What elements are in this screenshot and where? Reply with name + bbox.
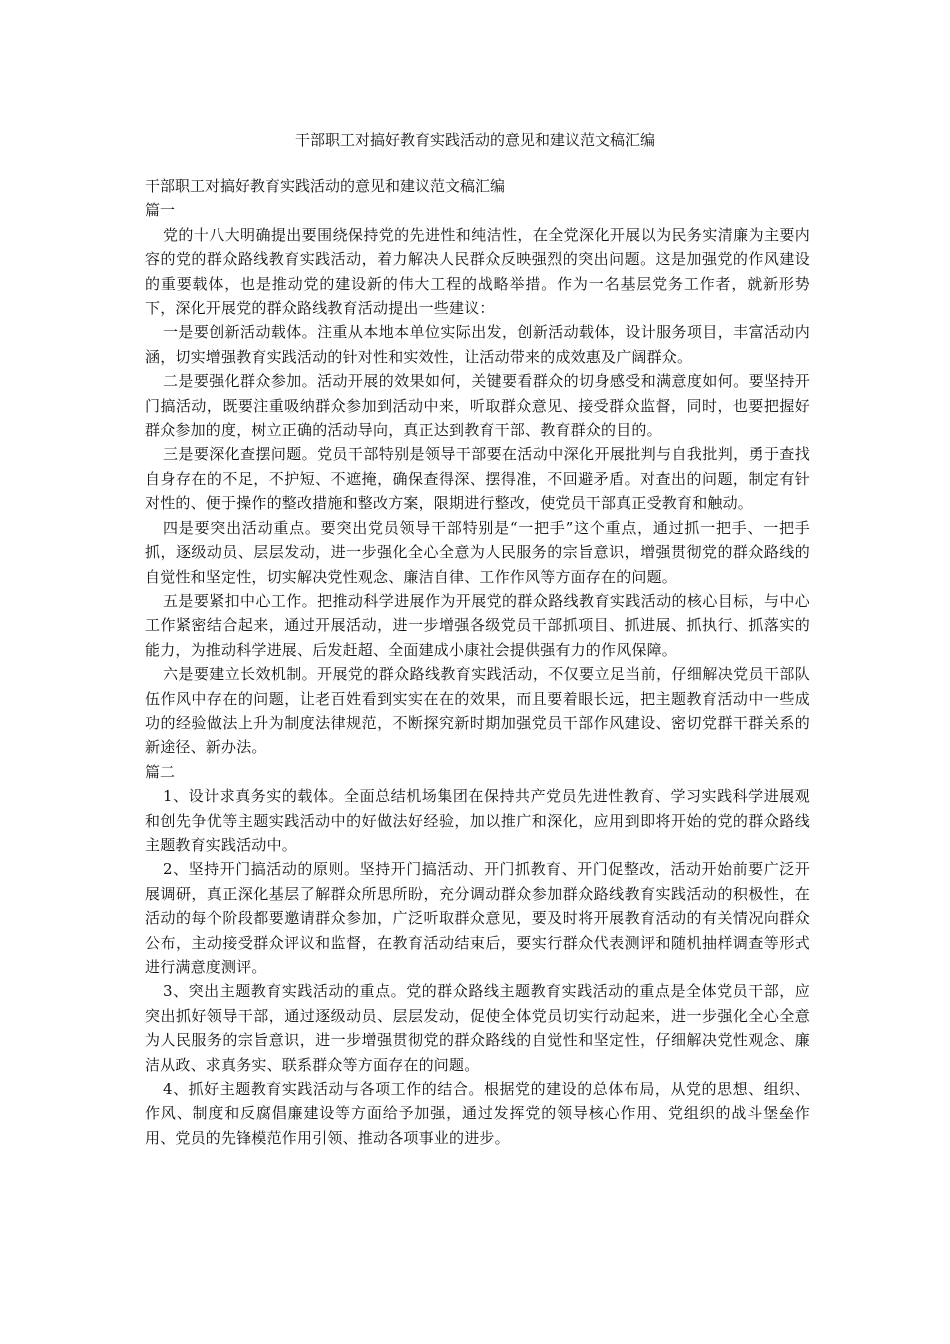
section-label-1: 篇一	[145, 201, 176, 220]
paragraph: 三是要深化查摆问题。党员干部特别是领导干部要在活动中深化开展批判与自我批判，勇于查找自身存在的不足，不护短、不遮掩，确保查得深、摆得准，不回避矛盾。对查出的问题，制定有针对性的、便于操作的整改措施和整改方案，限期进行整改，使党员干部真正受教育和触动。	[145, 445, 810, 513]
page-title: 干部职工对搞好教育实践活动的意见和建议范文稿汇编	[294, 131, 655, 149]
section-label-2: 篇二	[145, 762, 176, 781]
paragraph: 一是要创新活动载体。注重从本地本单位实际出发，创新活动载体，设计服务项目，丰富活动内涵，切实增强教育实践活动的针对性和实效性，让活动带来的成效惠及广阔群众。	[145, 323, 810, 366]
paragraph: 六是要建立长效机制。开展党的群众路线教育实践活动，不仅要立足当前，仔细解决党员干部队伍作风中存在的问题，让老百姓看到实实在在的效果，而且要着眼长远，把主题教育活动中一些成功的经验做法上升为制度法律规范，不断探究新时期加强党员干部作风建设、密切党群干群关系的新途径、新办法。	[145, 665, 810, 757]
paragraph: 党的十八大明确提出要围绕保持党的先进性和纯洁性，在全党深化开展以为民务实清廉为主要内容的党的群众路线教育实践活动，着力解决人民群众反映强烈的突出问题。这是加强党的作风建设的重要载体，也是推动党的建设新的伟大工程的战略举措。作为一名基层党务工作者，就新形势下，深化开展党的群众路线教育活动提出一些建议：	[145, 225, 810, 318]
paragraph: 1、设计求真务实的载体。全面总结机场集团在保持共产党员先进性教育、学习实践科学进展观和创先争优等主题实践活动中的好做法好经验，加以推广和深化，应用到即将开始的党的群众路线主题教育实践活动中。	[145, 787, 810, 854]
paragraph: 3、突出主题教育实践活动的重点。党的群众路线主题教育实践活动的重点是全体党员干部，应突出抓好领导干部，通过逐级动员、层层发动，促使全体党员切实行动起来，进一步强化全心全意为人民服务的宗旨意识，进一步增强贯彻党的群众路线的自觉性和坚定性，仔细解决党性观念、廉洁从政、求真务实、联系群众等方面存在的问题。	[145, 982, 810, 1074]
paragraph: 五是要紧扣中心工作。把推动科学进展作为开展党的群众路线教育实践活动的核心目标，与中心工作紧密结合起来，通过开展活动，进一步增强各级党员干部抓项目、抓进展、抓执行、抓落实的能力，为推动科学进展、后发赶超、全面建成小康社会提供强有力的作风保障。	[145, 591, 810, 659]
document-body	[145, 174, 810, 1150]
paragraph: 四是要突出活动重点。要突出党员领导干部特别是“一把手”这个重点，通过抓一把手、一把手抓，逐级动员、层层发动，进一步强化全心全意为人民服务的宗旨意识，增强贯彻党的群众路线的自觉性和坚定性，切实解决党性观念、廉洁自律、工作作风等方面存在的问题。	[145, 518, 810, 586]
document-heading: 干部职工对搞好教育实践活动的意见和建议范文稿汇编	[145, 177, 506, 195]
paragraph: 二是要强化群众参加。活动开展的效果如何，关键要看群众的切身感受和满意度如何。要坚持开门搞活动，既要注重吸纳群众参加到活动中来，听取群众意见、接受群众监督，同时，也要把握好群众参加的度，树立正确的活动导向，真正达到教育干部、教育群众的目的。	[145, 372, 810, 440]
paragraph: 4、抓好主题教育实践活动与各项工作的结合。根据党的建设的总体布局，从党的思想、组织、作风、制度和反腐倡廉建设等方面给予加强，通过发挥党的领导核心作用、党组织的战斗堡垒作用、党员的先锋模范作用引领、推动各项事业的进步。	[145, 1080, 810, 1147]
paragraph: 2、坚持开门搞活动的原则。坚持开门搞活动、开门抓教育、开门促整改，活动开始前要广泛开展调研，真正深化基层了解群众所思所盼，充分调动群众参加群众路线教育实践活动的积极性，在活动的每个阶段都要邀请群众参加，广泛听取群众意见，要及时将开展教育活动的有关情况向群众公布，主动接受群众评议和监督，在教育活动结束后，要实行群众代表测评和随机抽样调查等形式进行满意度测评。	[145, 860, 810, 976]
